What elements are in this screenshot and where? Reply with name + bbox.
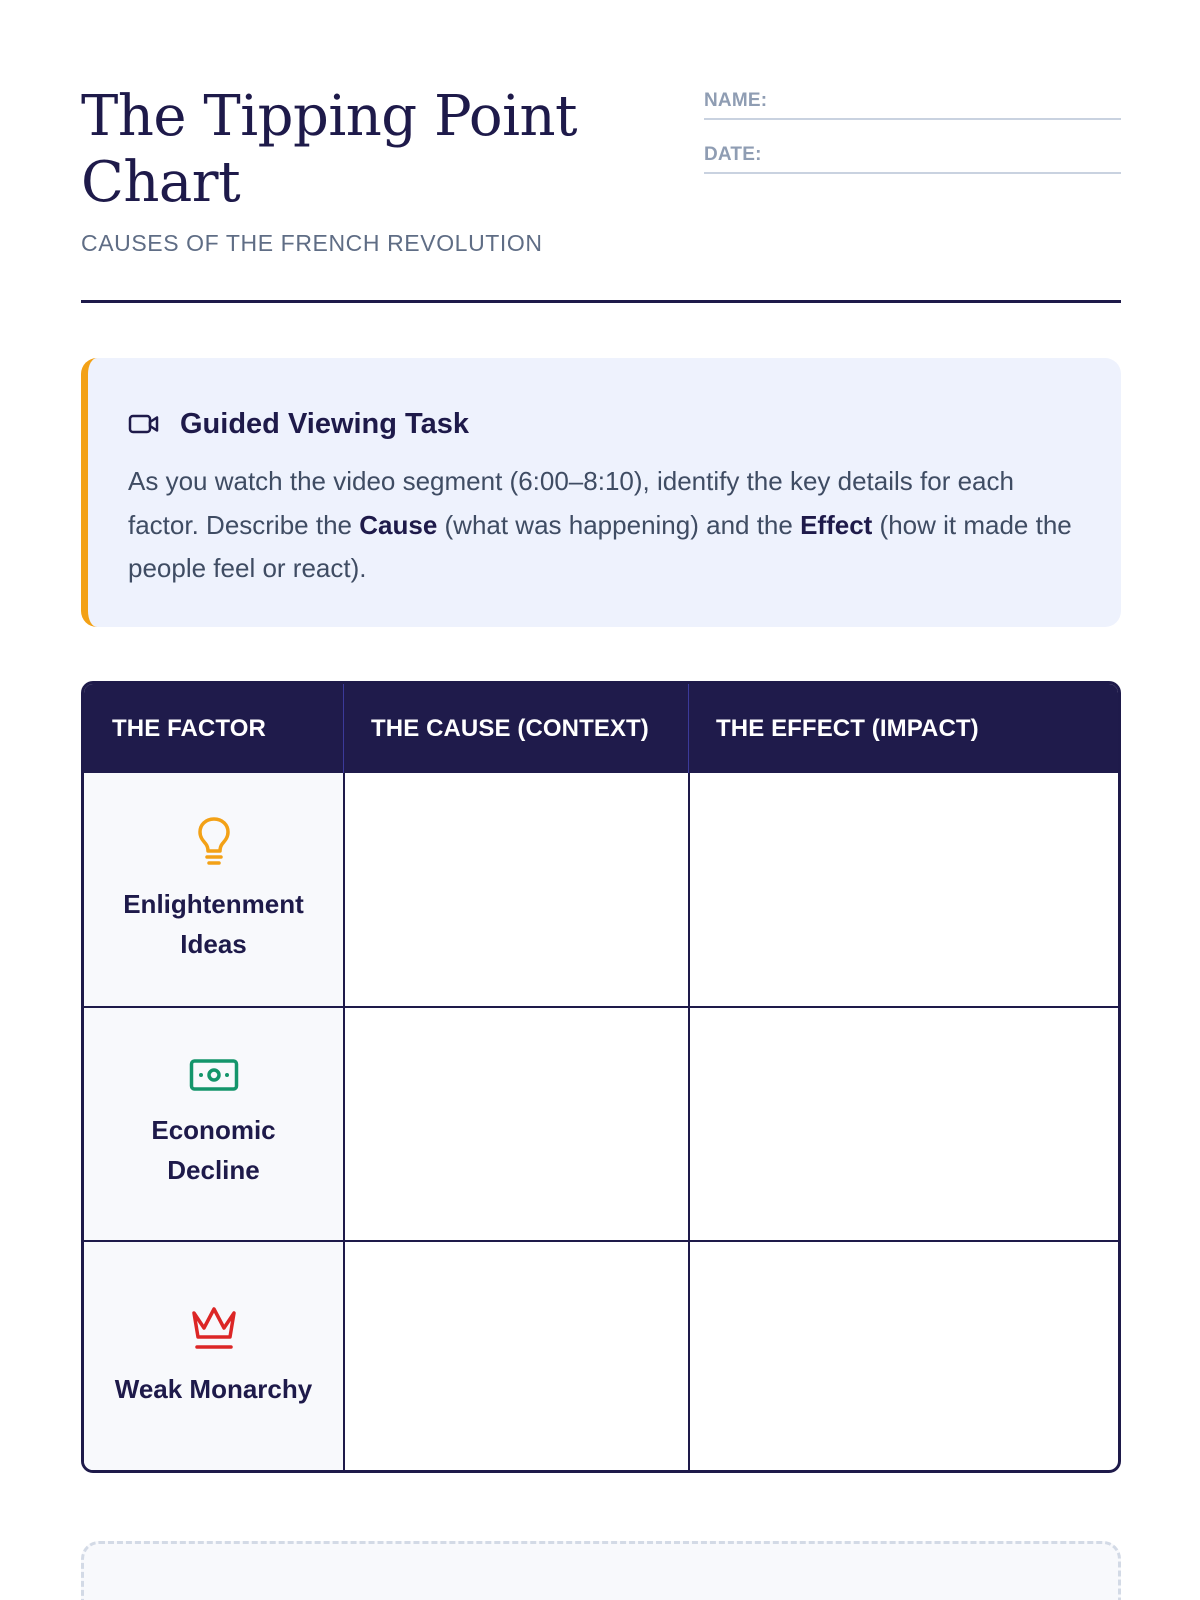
factor-label: Economic Decline [151, 1114, 276, 1185]
effect-input-cell[interactable] [688, 1242, 1118, 1473]
factor-cell [84, 1008, 343, 1239]
factor-label: Enlightenment Ideas [123, 888, 304, 959]
header-factor: THE FACTOR [112, 714, 266, 742]
effect-keyword: Effect [800, 509, 873, 540]
task-text-part3: (how it made the people feel or react). [128, 509, 1072, 583]
guided-viewing-task [81, 358, 1121, 627]
crown-icon [189, 1305, 239, 1351]
student-fields [704, 88, 1121, 196]
factor-cell [84, 773, 343, 1006]
cause-keyword: Cause [359, 509, 438, 540]
video-camera-icon [128, 413, 160, 435]
header-cause: THE CAUSE (CONTEXT) [343, 684, 688, 773]
factor-label: Weak Monarchy [114, 1374, 313, 1405]
table-header [84, 684, 1118, 773]
factor-cell [84, 1242, 343, 1473]
task-instructions [128, 460, 1081, 591]
effect-input-cell[interactable] [688, 773, 1118, 1006]
table-row [84, 1240, 1118, 1473]
cause-input-cell[interactable] [343, 773, 688, 1006]
cause-input-cell[interactable] [343, 1242, 688, 1473]
task-title: Guided Viewing Task [180, 407, 469, 440]
task-text-part2: (what was happening) and the [437, 509, 801, 540]
money-bill-icon [189, 1058, 239, 1092]
tipping-point-table [81, 681, 1121, 1473]
page-title: The Tipping Point Chart [81, 84, 578, 215]
date-field[interactable] [704, 142, 1121, 174]
notes-box[interactable] [81, 1541, 1121, 1600]
effect-input-cell[interactable] [688, 1008, 1118, 1239]
task-heading [128, 402, 1081, 446]
lightbulb-icon [197, 816, 231, 866]
name-label: NAME: [704, 90, 768, 111]
date-label: DATE: [704, 144, 762, 165]
header-divider [81, 300, 1121, 303]
table-body [84, 773, 1118, 1473]
name-field[interactable] [704, 88, 1121, 120]
header-effect: THE EFFECT (IMPACT) [688, 684, 1118, 773]
cause-input-cell[interactable] [343, 1008, 688, 1239]
table-row [84, 1006, 1118, 1239]
table-row [84, 773, 1118, 1006]
page-subtitle: CAUSES OF THE FRENCH REVOLUTION [81, 230, 543, 256]
task-text-part1: As you watch the video segment (6:00–8:10), identify the key details for each factor. Describe the [128, 466, 1014, 540]
worksheet-header [81, 84, 1121, 304]
